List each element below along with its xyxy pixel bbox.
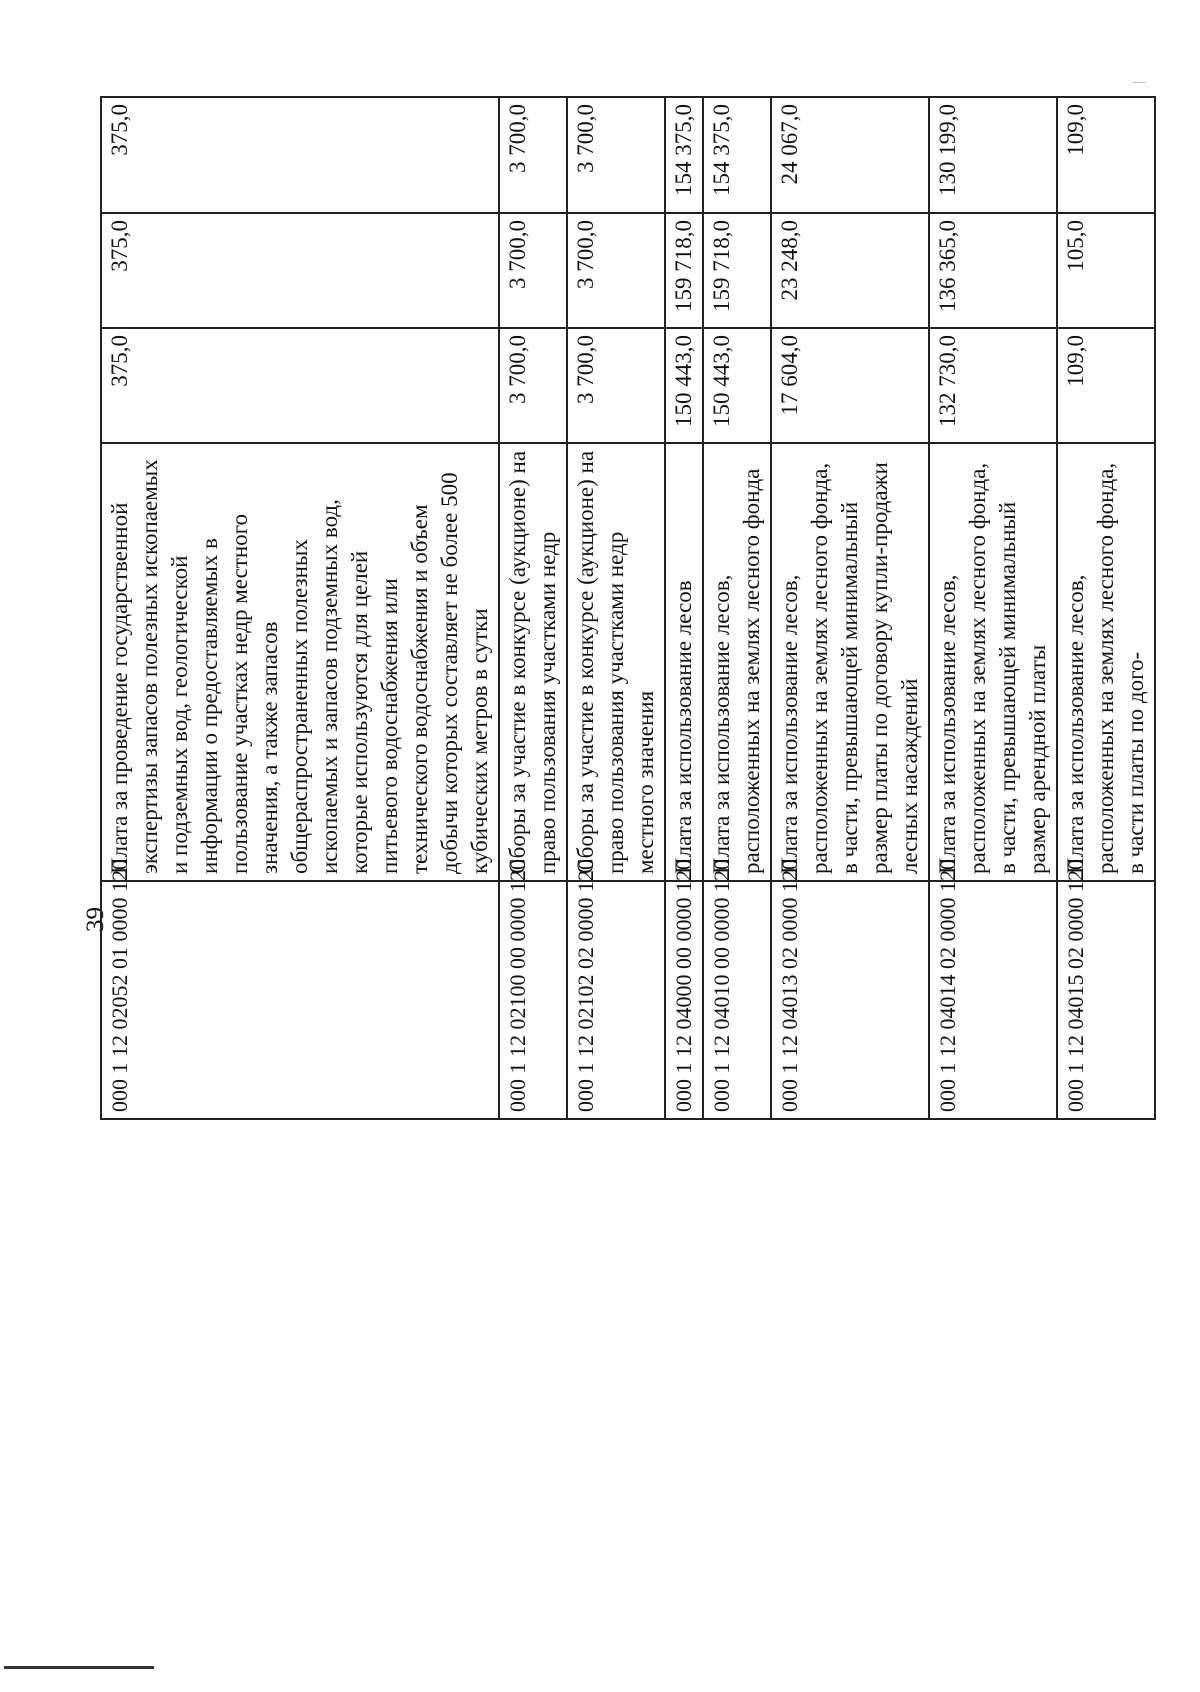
amount-year-3-cell: 375,0 — [101, 97, 499, 213]
amount-year-2-cell: 3 700,0 — [567, 213, 665, 328]
budget-revenue-table — [100, 96, 1156, 1120]
amount-year-3-cell: 109,0 — [1057, 97, 1155, 213]
revenue-name-cell: Плата за проведение государственной экспертизы запасов полезных ископаемых и подземных вод, геологической информации о предоставляемых в пользование участках недр местного значения, а также запасов общераспространенных полезных ископаемых и запасов подземных вод, которые используются для целей питьевого водоснабжения или технического водоснабжения и объем добычи которых составляет не более 500 кубических метров в сутки — [101, 443, 499, 881]
table-row — [665, 97, 703, 1119]
revenue-name-cell: Плата за использование лесов, расположенных на землях лесного фонда — [703, 443, 771, 881]
table-row — [771, 97, 929, 1119]
page-number: 39 — [82, 907, 109, 932]
classification-code-cell: 000 1 12 04010 00 0000 120 — [703, 881, 771, 1119]
table-row — [703, 97, 771, 1119]
amount-year-3-cell: 3 700,0 — [567, 97, 665, 213]
classification-code-cell: 000 1 12 02052 01 0000 120 — [101, 881, 499, 1119]
amount-year-3-cell: 130 199,0 — [929, 97, 1057, 213]
table-row — [929, 97, 1057, 1119]
amount-year-3-cell: 154 375,0 — [665, 97, 703, 213]
amount-year-2-cell: 3 700,0 — [499, 213, 567, 328]
amount-year-1-cell: 3 700,0 — [499, 328, 567, 443]
amount-year-3-cell: 154 375,0 — [703, 97, 771, 213]
amount-year-2-cell: 375,0 — [101, 213, 499, 328]
classification-code-cell: 000 1 12 02102 02 0000 120 — [567, 881, 665, 1119]
amount-year-2-cell: 159 718,0 — [703, 213, 771, 328]
scan-speck — [1132, 82, 1146, 83]
scan-edge-mark — [4, 1666, 154, 1669]
amount-year-1-cell: 150 443,0 — [665, 328, 703, 443]
revenue-name-cell: Плата за использование лесов, расположенных на землях лесного фонда, в части платы по дого- — [1057, 443, 1155, 881]
amount-year-1-cell: 17 604,0 — [771, 328, 929, 443]
classification-code-cell: 000 1 12 04000 00 0000 120 — [665, 881, 703, 1119]
amount-year-2-cell: 23 248,0 — [771, 213, 929, 328]
amount-year-2-cell: 136 365,0 — [929, 213, 1057, 328]
revenue-name-cell: Плата за использование лесов, расположенных на землях лесного фонда, в части, превышающей минимальный размер арендной платы — [929, 443, 1057, 881]
amount-year-3-cell: 24 067,0 — [771, 97, 929, 213]
table-row — [101, 97, 499, 1119]
classification-code-cell: 000 1 12 02100 00 0000 120 — [499, 881, 567, 1119]
amount-year-1-cell: 109,0 — [1057, 328, 1155, 443]
classification-code-cell: 000 1 12 04013 02 0000 120 — [771, 881, 929, 1119]
classification-code-cell: 000 1 12 04014 02 0000 120 — [929, 881, 1057, 1119]
classification-code-cell: 000 1 12 04015 02 0000 120 — [1057, 881, 1155, 1119]
revenue-name-cell: Плата за использование лесов — [665, 443, 703, 881]
table-row — [567, 97, 665, 1119]
table-row — [499, 97, 567, 1119]
amount-year-1-cell: 375,0 — [101, 328, 499, 443]
amount-year-1-cell: 3 700,0 — [567, 328, 665, 443]
amount-year-2-cell: 159 718,0 — [665, 213, 703, 328]
amount-year-3-cell: 3 700,0 — [499, 97, 567, 213]
revenue-name-cell: Плата за использование лесов, расположенных на землях лесного фонда, в части, превышающей минимальный размер платы по договору купли-продажи лесных насаждений — [771, 443, 929, 881]
revenue-name-cell: Сборы за участие в конкурсе (аукционе) на право пользования участками недр местного значения — [567, 443, 665, 881]
table-row — [1057, 97, 1155, 1119]
amount-year-2-cell: 105,0 — [1057, 213, 1155, 328]
amount-year-1-cell: 150 443,0 — [703, 328, 771, 443]
revenue-name-cell: Сборы за участие в конкурсе (аукционе) на право пользования участками недр — [499, 443, 567, 881]
amount-year-1-cell: 132 730,0 — [929, 328, 1057, 443]
